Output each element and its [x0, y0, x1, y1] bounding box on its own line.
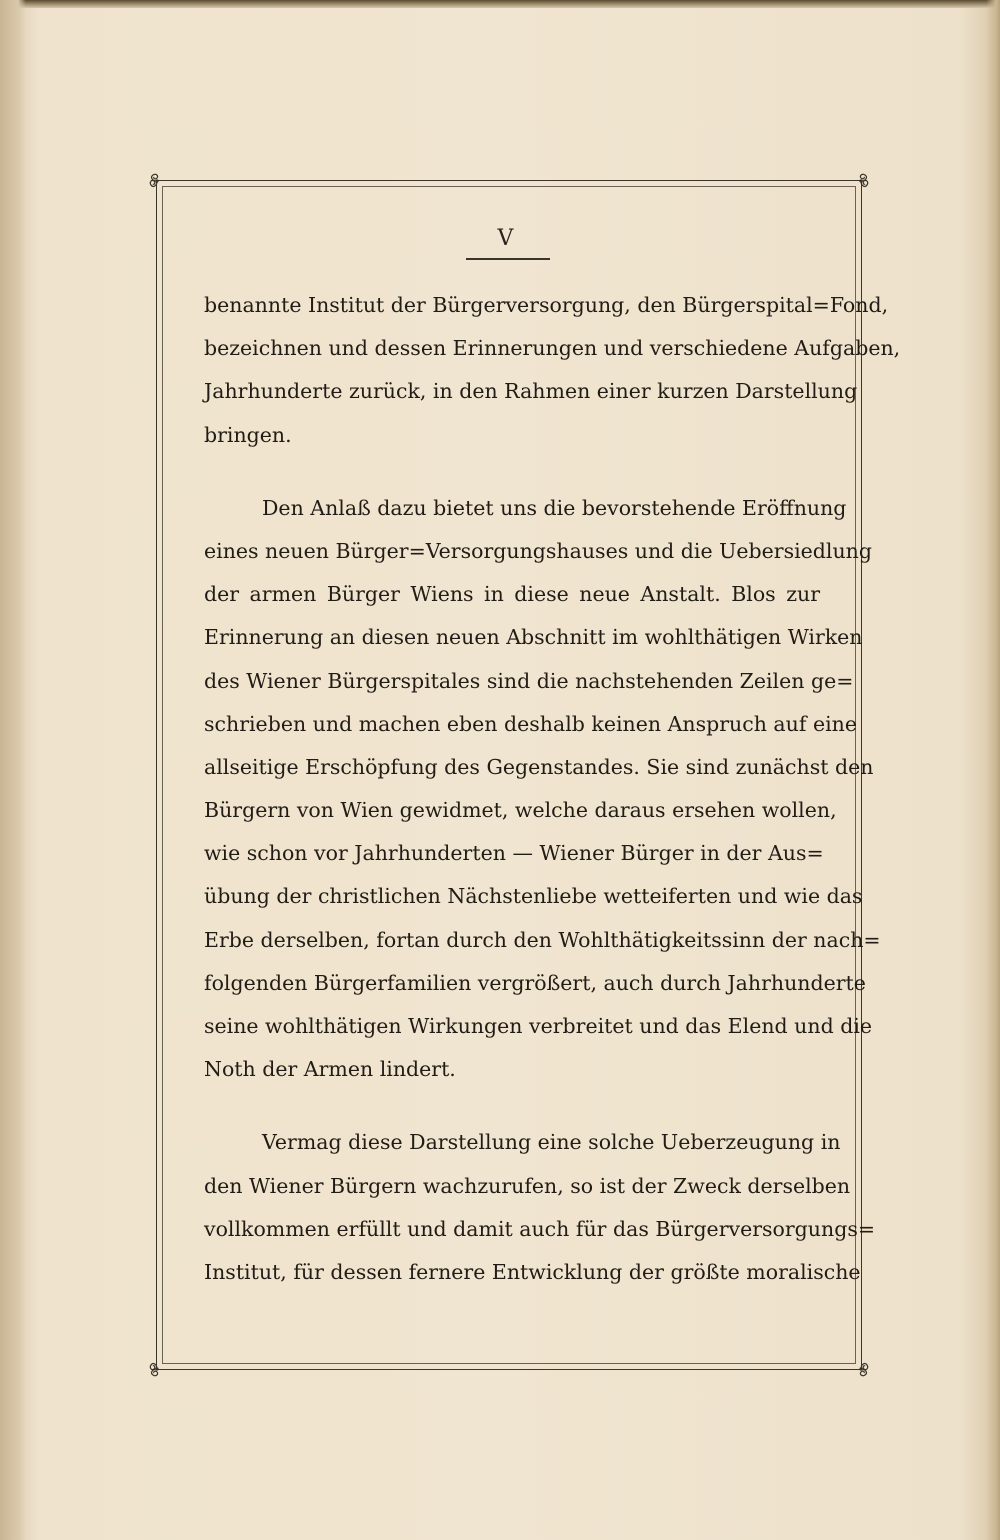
page-right-edge: [986, 0, 1000, 1540]
text-line: folgenden Bürgerfamilien vergrößert, auch durch Jahrhunderte: [204, 970, 866, 995]
body-text: [204, 284, 901, 1294]
text-line: des Wiener Bürgerspitales sind die nachstehenden Zeilen ge=: [204, 668, 854, 693]
corner-ornament-icon: [146, 1358, 168, 1380]
text-line: allseitige Erschöpfung des Gegenstandes. Sie sind zunächst den: [204, 754, 874, 779]
text-line: seine wohlthätigen Wirkungen verbreitet und das Elend und die: [204, 1014, 873, 1038]
text-line: den Wiener Bürgern wachzurufen, so ist der Zweck derselben: [204, 1173, 851, 1198]
text-line: Bürgern von Wien gewidmet, welche daraus ersehen wollen,: [204, 798, 837, 823]
text-line: benannte Institut der Bürgerversorgung, den Bürgerspital=Fond,: [204, 293, 889, 317]
text-line: übung der christlichen Nächstenliebe wetteiferten und wie das: [204, 884, 863, 909]
text-line: bringen.: [204, 422, 292, 447]
text-line: bezeichnen und dessen Erinnerungen und verschiedene Aufgaben,: [204, 336, 901, 361]
text-line: Erinnerung an diesen neuen Abschnitt im wohlthätigen Wirken: [204, 625, 863, 650]
binding-gutter: [0, 0, 26, 1540]
paragraph-gap: [204, 457, 820, 487]
text-line: Erbe derselben, fortan durch den Wohlthätigkeitssinn der nach=: [204, 927, 881, 952]
book-top-edge: [0, 0, 1000, 8]
text-line: Den Anlaß dazu bietet uns die bevorstehende Eröffnung: [262, 495, 847, 520]
corner-ornament-icon: [850, 1358, 872, 1380]
text-line: Vermag diese Darstellung eine solche Ueberzeugung in: [262, 1130, 841, 1155]
text-line: der armen Bürger Wiens in diese neue Anstalt. Blos zur: [204, 582, 820, 607]
text-line: schrieben und machen eben deshalb keinen Anspruch auf eine: [204, 711, 857, 736]
text-line: Noth der Armen lindert.: [204, 1057, 456, 1082]
text-line: eines neuen Bürger=Versorgungshauses und die Uebersiedlung: [204, 538, 873, 563]
page-number-rule: [466, 258, 550, 260]
text-line: Institut, für dessen fernere Entwicklung der größte moralische: [204, 1259, 861, 1284]
corner-ornament-icon: [146, 170, 168, 192]
page-number: V: [497, 226, 515, 251]
corner-ornament-icon: [850, 170, 872, 192]
text-line: wie schon vor Jahrhunderten — Wiener Bürger in der Aus=: [204, 841, 824, 866]
paragraph-gap: [204, 1091, 820, 1121]
text-line: vollkommen erfüllt und damit auch für das Bürgerversorgungs=: [204, 1216, 876, 1241]
text-line: Jahrhunderte zurück, in den Rahmen einer kurzen Darstellung: [204, 379, 858, 404]
